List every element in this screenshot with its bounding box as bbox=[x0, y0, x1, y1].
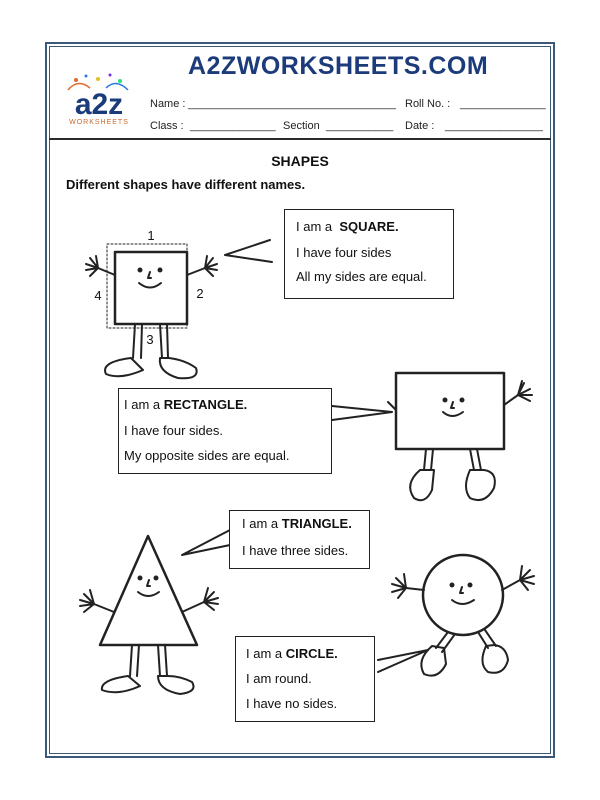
date-label: Date : bbox=[405, 120, 435, 132]
roll-field[interactable]: ______________ bbox=[460, 98, 546, 110]
triangle-name: TRIANGLE. bbox=[281, 516, 352, 531]
section-label: Section bbox=[283, 120, 320, 132]
logo-text: a2z bbox=[74, 88, 124, 121]
worksheet-title: SHAPES bbox=[271, 153, 329, 169]
worksheet-subtitle: Different shapes have different names. bbox=[66, 177, 306, 192]
square-side-label-4: 4 bbox=[94, 288, 102, 303]
square-line-3: All my sides are equal. bbox=[296, 269, 427, 284]
rectangle-body bbox=[396, 373, 504, 449]
triangle-line-2: I have three sides. bbox=[242, 543, 349, 558]
circle-body bbox=[423, 555, 503, 635]
square-line-1: I am a SQUARE. bbox=[296, 219, 399, 234]
roll-label: Roll No. : bbox=[405, 98, 451, 110]
square-outline-dotted bbox=[107, 244, 187, 328]
square-side-label-2: 2 bbox=[196, 286, 204, 301]
name-label: Name : bbox=[150, 98, 186, 110]
rectangle-line-2: I have four sides. bbox=[124, 423, 223, 438]
square-side-label-1: 1 bbox=[147, 228, 155, 243]
rectangle-name: RECTANGLE. bbox=[163, 397, 248, 412]
section-field[interactable]: ___________ bbox=[326, 120, 394, 132]
square-side-label-3: 3 bbox=[146, 332, 154, 347]
date-field[interactable]: ________________ bbox=[445, 120, 543, 132]
triangle-line-1: I am a TRIANGLE. bbox=[242, 516, 352, 531]
class-field[interactable]: ______________ bbox=[190, 120, 276, 132]
name-field[interactable]: __________________________________ bbox=[188, 98, 397, 110]
circle-line-3: I have no sides. bbox=[246, 696, 338, 711]
class-label: Class : bbox=[150, 120, 184, 132]
circle-line-1: I am a CIRCLE. bbox=[246, 646, 338, 661]
logo-subtext: WORKSHEETS bbox=[69, 119, 129, 126]
triangle-body bbox=[100, 536, 197, 645]
rectangle-line-3: My opposite sides are equal. bbox=[124, 448, 290, 463]
circle-line-2: I am round. bbox=[246, 671, 312, 686]
square-name: SQUARE. bbox=[339, 219, 399, 234]
circle-name: CIRCLE. bbox=[285, 646, 338, 661]
square-line-2: I have four sides bbox=[296, 245, 392, 260]
rectangle-line-1: I am a RECTANGLE. bbox=[124, 397, 248, 412]
site-name: A2ZWORKSHEETS.COM bbox=[188, 52, 489, 80]
